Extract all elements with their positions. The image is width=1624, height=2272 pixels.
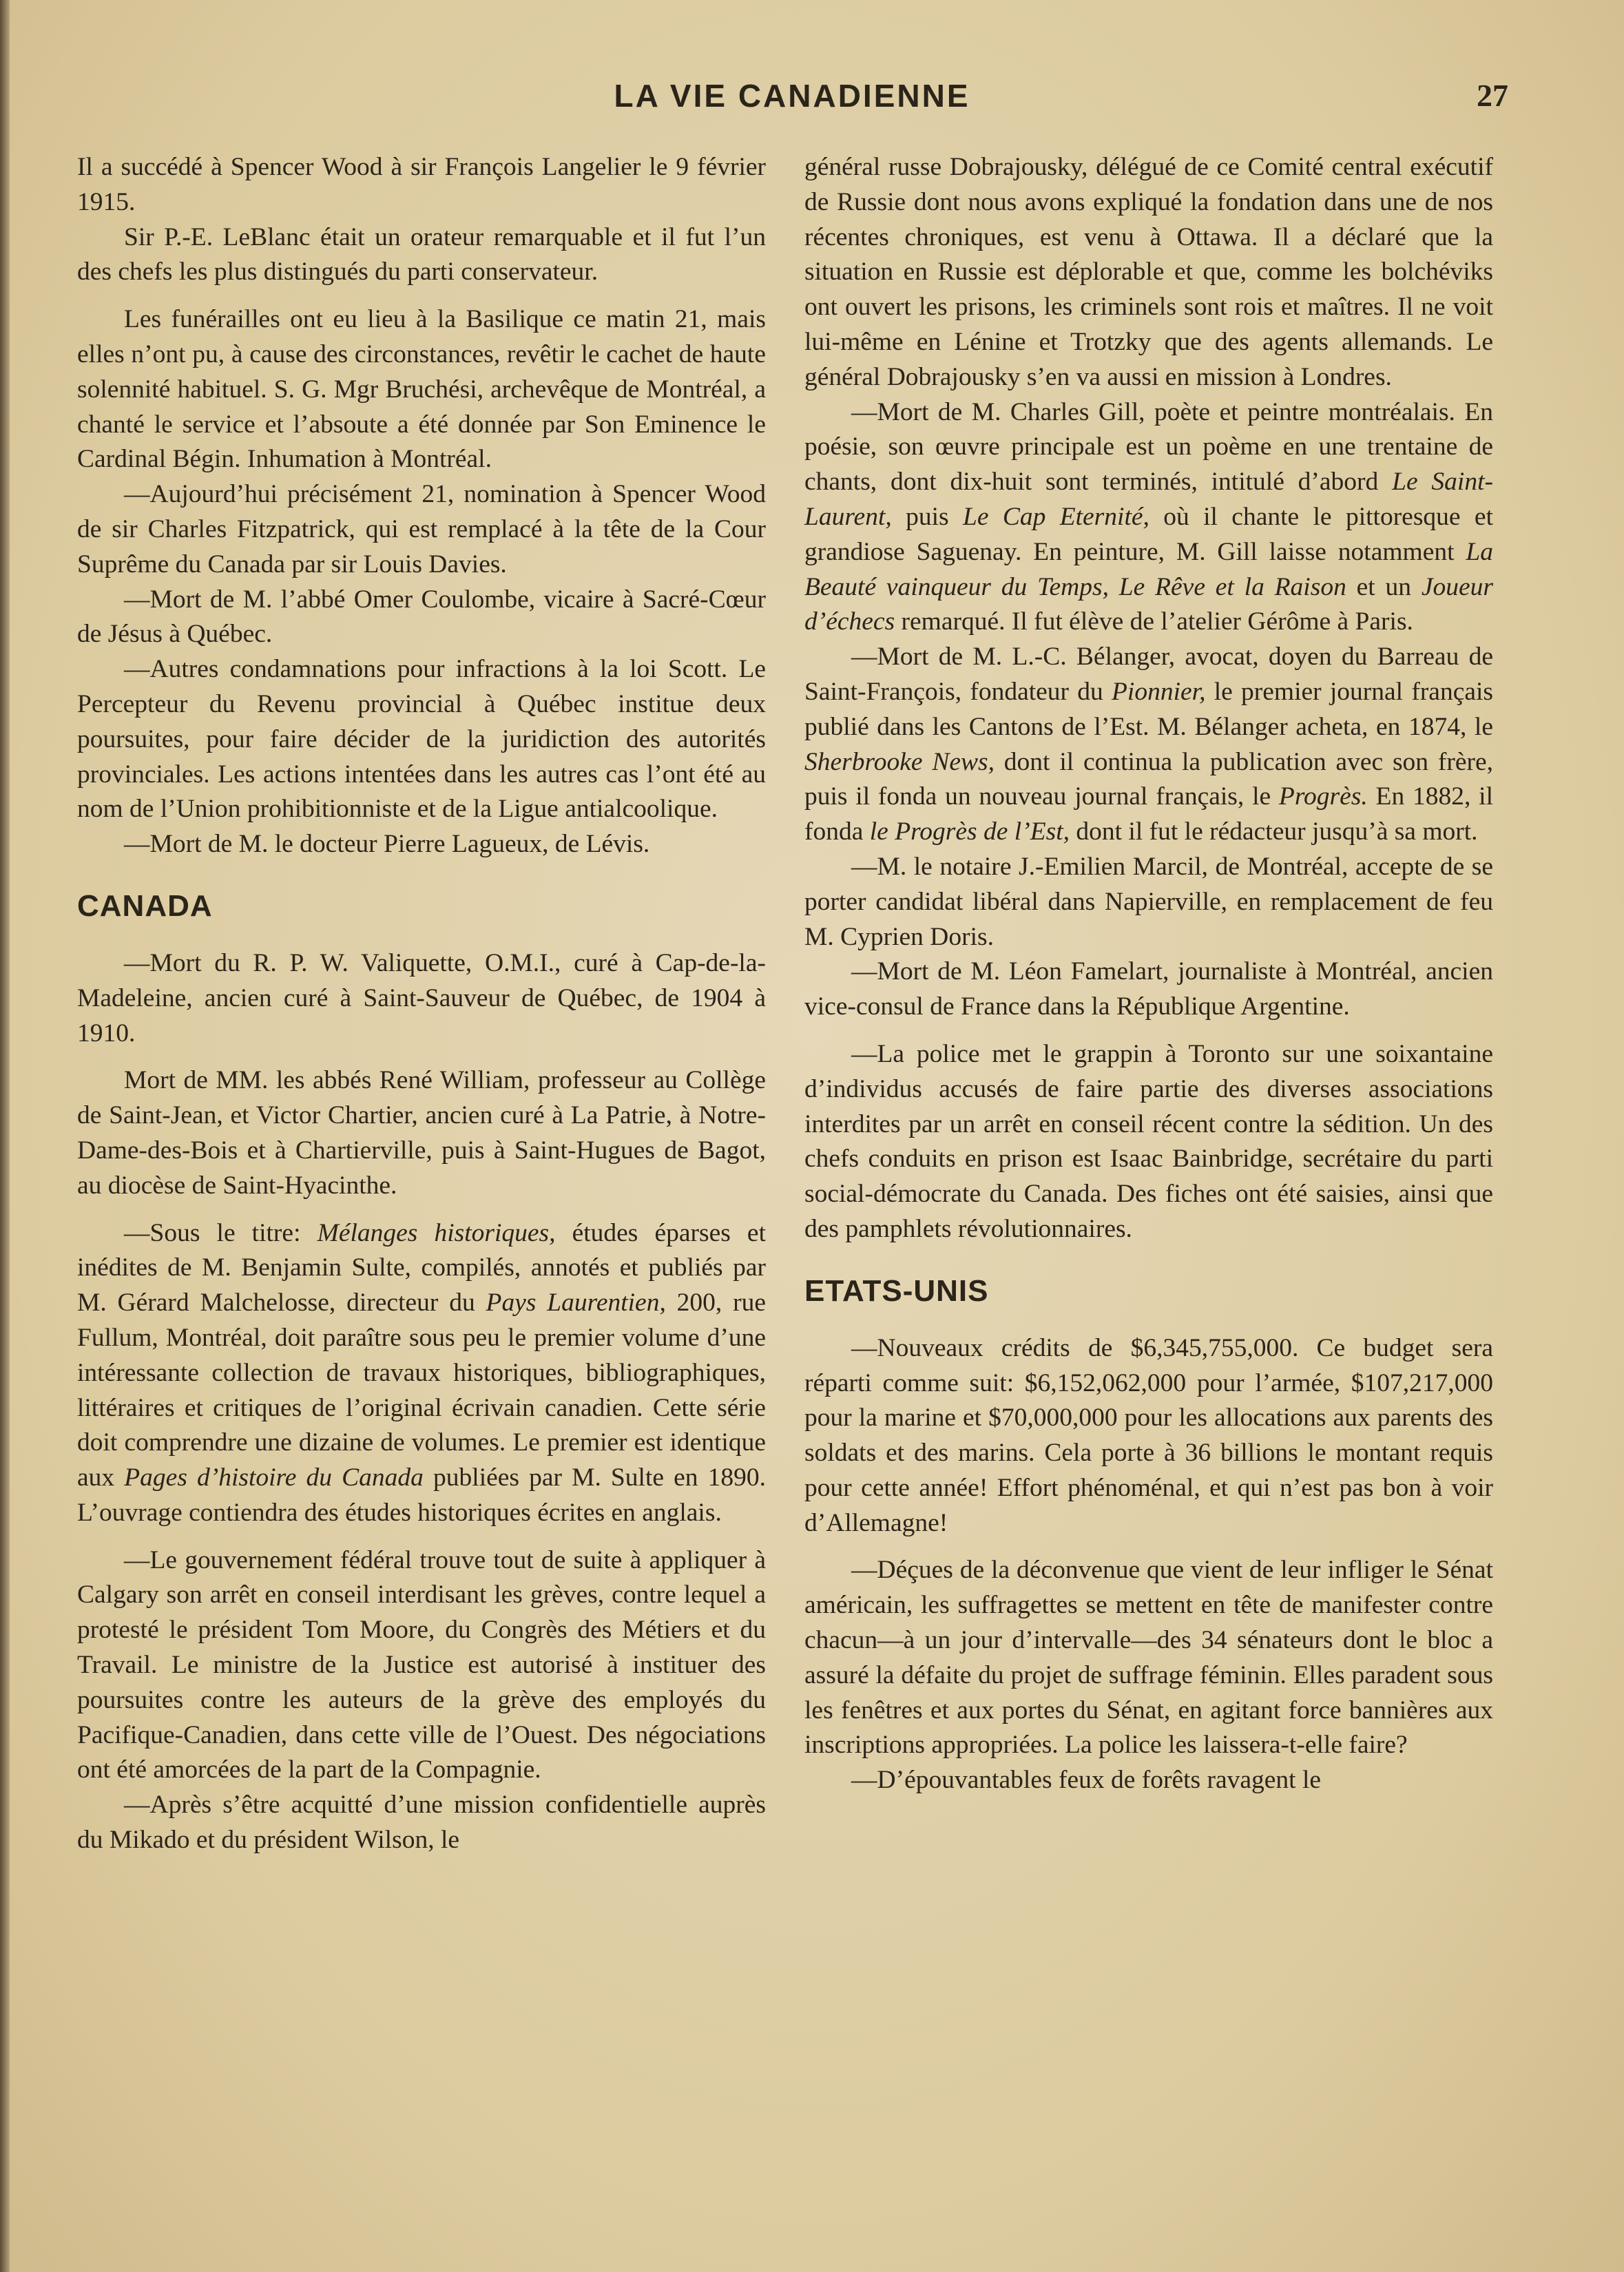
italic-title: Le Saint-Laurent,: [804, 468, 1493, 531]
right-column: [804, 150, 1493, 1798]
paragraph: —Le gouvernement fédéral trouve tout de suite à appliquer à Calgary son arrêt en conseil interdisant les grèves, contre lequel a protesté le président Tom Moore, du Congrès des Métiers et du Travail. Le ministre de la Justice est autorisé à instituer des poursuites contre les auteurs de la grève des employés du Pacifique-Canadien, dans cette ville de l’Ouest. Des négociations ont été amorcées de la part de la Compagnie.: [77, 1545, 766, 1784]
left-column: [77, 150, 766, 1858]
page-number: 27: [1477, 78, 1508, 113]
text-run: dont il fut le rédacteur jusqu’à sa mort.: [1070, 817, 1478, 846]
page-header: [76, 77, 1508, 125]
italic-title: Pays Laurentien,: [486, 1289, 666, 1317]
section-heading-etats-unis: ETATS-UNIS: [804, 1273, 989, 1308]
text-run: publiées par M. Sulte en 1890. L’ouvrage contiendra des études historiques écrites en anglais.: [77, 1463, 767, 1527]
text-run: En 1882, il fonda: [804, 782, 1493, 846]
italic-title: La Beauté vainqueur du Temps, Le Rêve et la Raison: [804, 537, 1493, 601]
text-run: —Mort de M. Charles Gill, poète et peintre montréalais. En poésie, son œuvre principale est un poème en une trentaine de chants, dont dix-huit sont terminés, intitulé d’abord: [804, 397, 1493, 497]
paragraph: [77, 1216, 766, 1531]
paragraph: Mort de MM. les abbés René William, professeur au Collège de Saint-Jean, et Victor Chartier, ancien curé à La Patrie, à Notre-Dame-des-Bois et à Chartierville, puis à Saint-Hugues de Bagot, au diocèse de Saint-Hyacinthe.: [77, 1066, 766, 1200]
text-run: et un: [1346, 572, 1422, 601]
paragraph: —Déçues de la déconvenue que vient de leur infliger le Sénat américain, les suffragettes se mettent en tête de manifester contre chacun—à un jour d’intervalle—des 34 sénateurs dont le bloc a assuré la défaite du projet de suffrage féminin. Elles paradent sous les fenêtres et aux portes du Sénat, en agitant force bannières aux inscriptions appropriées. La police les laissera-t-elle faire?: [804, 1556, 1493, 1760]
text-run: études éparses et inédites de M. Benjamin Sulte, compilés, annotés et publiés par M. Gérard Malchelosse, directeur du: [77, 1218, 766, 1317]
text-run: dont il continua la publication avec son frère, puis il fonda un nouveau journal français, le: [804, 747, 1494, 811]
italic-title: Pages d’histoire du Canada: [124, 1463, 424, 1492]
italic-title: Mélanges historiques,: [317, 1218, 556, 1247]
text-run: —Sous le titre:: [124, 1218, 317, 1247]
italic-title: Progrès.: [1278, 782, 1368, 811]
italic-title: Le Cap Eternité,: [962, 502, 1149, 531]
paragraph: général russe Dobrajousky, délégué de ce Comité central exécutif de Russie dont nous avons expliqué la fondation dans une de nos récentes chroniques, est venu à Ottawa. Il a déclaré que la situation en Russie est déplorable et que, comme les bolchéviks ont ouvert les prisons, les criminels sont rois et maîtres. Il ne voit lui-même en Lénine et Trotzky que des agents allemands. Le général Dobrajousky s’en va aussi en mission à Londres.: [804, 153, 1493, 391]
paragraph: —Autres condamnations pour infractions à la loi Scott. Le Percepteur du Revenu provincial à Québec institue deux poursuites, pour faire décider de la juridiction des autorités provinciales. Les actions intentées dans les autres cas l’ont été au nom de l’Union prohibitionniste et de la Ligue antialcoolique.: [77, 655, 766, 824]
text-run: remarqué. Il fut élève de l’atelier Gérôme à Paris.: [895, 607, 1413, 636]
section-heading-canada: CANADA: [77, 888, 213, 923]
paragraph: [804, 395, 1493, 640]
italic-title: Sherbrooke News,: [804, 747, 995, 776]
text-run: 200, rue Fullum, Montréal, doit paraître sous peu le premier volume d’une intéressante collection de travaux historiques, bibliographiques, littéraires et critiques de l’original écrivain canadien. Cette série doit comprendre une dizaine de volumes. Le premier est identique aux: [77, 1289, 766, 1492]
running-title: LA VIE CANADIENNE: [614, 78, 970, 114]
paragraph: Il a succédé à Spencer Wood à sir François Langelier le 9 février 1915.: [77, 153, 766, 216]
paragraph: —Mort de M. le docteur Pierre Lagueux, de Lévis.: [124, 830, 650, 859]
paragraph: [804, 640, 1493, 850]
paragraph: —La police met le grappin à Toronto sur une soixantaine d’individus accusés de faire partie des diverses associations interdites par un arrêt en conseil récent contre la sédition. Un des chefs conduits en prison est Isaac Bainbridge, secrétaire du parti social-démocrate du Canada. Des fiches ont été saisies, ainsi que des pamphlets révolutionnaires.: [804, 1039, 1493, 1243]
paragraph: —Aujourd’hui précisément 21, nomination à Spencer Wood de sir Charles Fitzpatrick, qui est remplacé à la tête de la Cour Suprême du Canada par sir Louis Davies.: [77, 480, 766, 579]
paragraph: —Mort de M. l’abbé Omer Coulombe, vicaire à Sacré-Cœur de Jésus à Québec.: [77, 585, 766, 649]
paragraph: —Nouveaux crédits de $6,345,755,000. Ce budget sera réparti comme suit: $6,152,062,000 pour l’armée, $107,217,000 pour la marine et $70,000,000 pour les allocations aux parents des soldats et des marins. Cela porte à 36 billions le montant requis pour cette année! Effort phénoménal, et qui n’est pas bon à voir d’Allemagne!: [804, 1333, 1493, 1537]
paragraph: —Après s’être acquitté d’une mission confidentielle auprès du Mikado et du président Wilson, le: [77, 1791, 766, 1855]
paragraph: Sir P.-E. LeBlanc était un orateur remarquable et il fut l’un des chefs les plus distingués du parti conservateur.: [77, 222, 766, 286]
paragraph: —D’épouvantables feux de forêts ravagent le: [851, 1766, 1322, 1795]
italic-title: le Progrès de l’Est,: [869, 817, 1070, 846]
page-edge-shadow: [0, 0, 10, 2272]
paragraph: —Mort du R. P. W. Valiquette, O.M.I., curé à Cap-de-la-Madeleine, ancien curé à Saint-Sauveur de Québec, de 1904 à 1910.: [77, 948, 766, 1048]
paragraph: —M. le notaire J.-Emilien Marcil, de Montréal, accepte de se porter candidat libéral dans Napierville, en remplacement de feu M. Cyprien Doris.: [804, 852, 1493, 951]
italic-title: Pionnier,: [1112, 677, 1206, 706]
italic-title: Joueur d’échecs: [804, 572, 1493, 636]
text-run: le premier journal français publié dans les Cantons de l’Est. M. Bélanger acheta, en 1874, le: [804, 677, 1493, 741]
paragraph: —Mort de M. Léon Famelart, journaliste à Montréal, ancien vice-consul de France dans la République Argentine.: [804, 957, 1493, 1021]
text-run: puis: [891, 502, 963, 531]
text-run: où il chante le pittoresque et grandiose Saguenay. En peinture, M. Gill laisse notamment: [804, 502, 1493, 566]
text-run: —Mort de M. L.-C. Bélanger, avocat, doyen du Barreau de Saint-François, fondateur du: [804, 643, 1493, 706]
paragraph: Les funérailles ont eu lieu à la Basilique ce matin 21, mais elles n’ont pu, à cause des circonstances, revêtir le cachet de haute solennité habituel. S. G. Mgr Bruchési, archevêque de Montréal, a chanté le service et l’absoute a été donnée par Son Eminence le Cardinal Bégin. Inhumation à Montréal.: [77, 305, 766, 474]
